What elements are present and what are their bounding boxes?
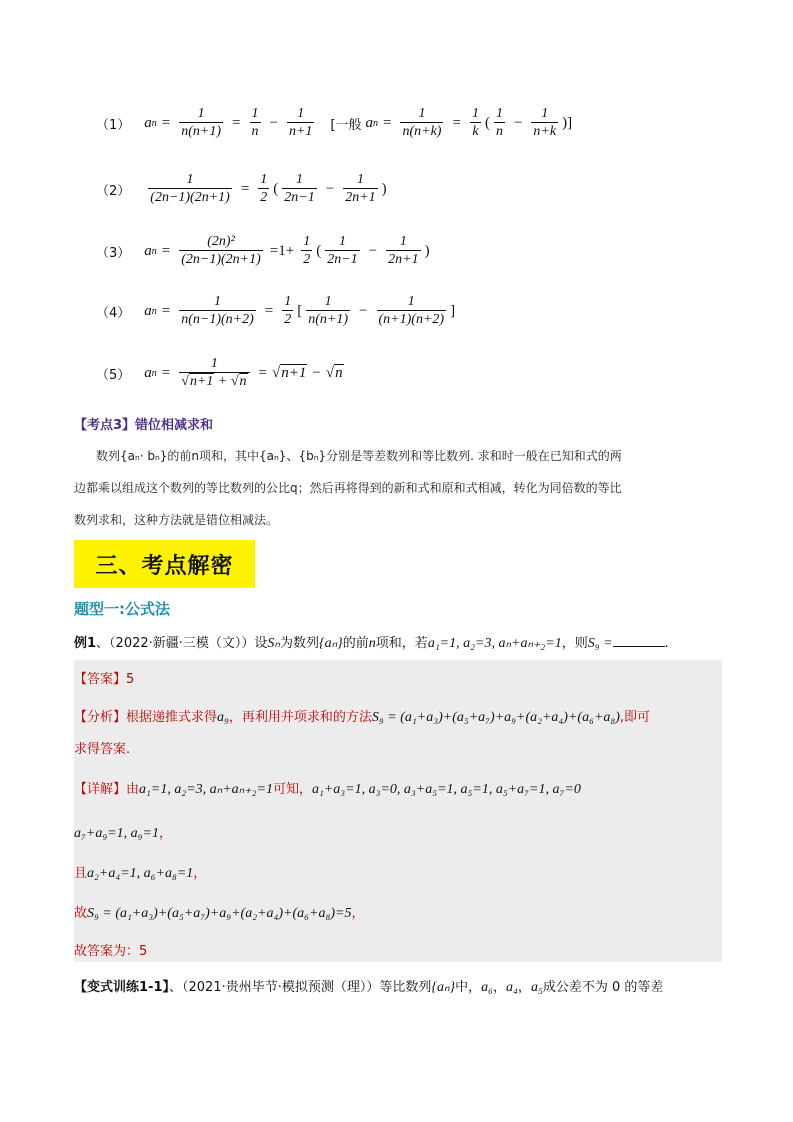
fraction: $\frac{\text{(2n)²}}{(2n-1)(2n+1)}$ bbox=[181, 234, 261, 267]
fraction: $\frac{1}{2}$ bbox=[284, 294, 292, 327]
formula-4 bbox=[96, 294, 455, 328]
fraction: $\frac{1}{n(n+1)}$ bbox=[181, 106, 222, 139]
detail-line-4: 故S₉ = (a₁+a₃)+(a₅+a₇)+a₉+(a₂+a₄)+(a₆+a₈)=5， bbox=[74, 906, 365, 921]
fraction: $\frac{1}{√n+1 + √n}$ bbox=[179, 356, 249, 390]
detail-line-3: 且a₂+a₄=1, a₆+a₈=1， bbox=[74, 866, 207, 881]
fraction: $\frac{1}{2n-1}$ bbox=[284, 172, 315, 205]
fraction: $\frac{1}{n}$ bbox=[495, 106, 503, 139]
fraction: $\frac{1}{n(n+k)}$ bbox=[402, 106, 442, 139]
detail-line-5: 故答案为：5 bbox=[74, 944, 148, 959]
formula-5 bbox=[96, 356, 344, 390]
answer-blank bbox=[613, 634, 665, 647]
fraction: $\frac{1}{n(n-1)(n+2)}$ bbox=[181, 294, 254, 327]
variant-training-1-1: 【变式训练1-1】、（2021·贵州毕节·模拟预测（理））等比数列{aₙ}中，a₆，a₄，a₅成公差不为 0 的等差 bbox=[74, 980, 664, 995]
fraction: $\frac{1}{k}$ bbox=[471, 106, 479, 139]
formula-1 bbox=[96, 106, 572, 140]
formula-body: a n = $\frac{\text{(2n)²}}{(2n-1)(2n+1)}$ =1+ $\frac{1}{2}$ ( $\frac{1}{2n-1}$ − $\frac{1}{2n+1}$ ) bbox=[144, 234, 430, 267]
fraction: $\frac{1}{n+1}$ bbox=[288, 106, 313, 139]
fraction: $\frac{1}{n+k}$ bbox=[533, 106, 557, 139]
answer-line: 【答案】5 bbox=[74, 672, 135, 687]
formula-number: （4） bbox=[96, 305, 131, 321]
formula-number: （5） bbox=[96, 367, 131, 383]
formula-number: （2） bbox=[96, 183, 131, 199]
fraction: $\frac{1}{2n+1}$ bbox=[388, 234, 419, 267]
fraction: $\frac{1}{2n+1}$ bbox=[345, 172, 376, 205]
kaodian-3-paragraph-line-1: 数列{aₙ· bₙ}的前n项和，其中{aₙ}、{bₙ}分别是等差数列和等比数列. 求和时一般在已知和式的两 bbox=[96, 449, 622, 463]
formula-number: （1） bbox=[96, 117, 131, 133]
analysis-line-1: 【分析】根据递推式求得a₉，再利用并项求和的方法S₉ = (a₁+a₃)+(a₅+a₇)+a₉+(a₂+a₄)+(a₆+a₈),即可 bbox=[74, 710, 651, 725]
fraction: $\frac{1}{(n+1)(n+2)}$ bbox=[378, 294, 445, 327]
example-1-question: 例1、（2022·新疆·三模（文））设Sₙ为数列{aₙ}的前n项和，若a₁=1, a₂=3, aₙ+aₙ₊₂=1，则S₉ = . bbox=[74, 636, 669, 651]
kaodian-3-heading: 【考点3】错位相减求和 bbox=[74, 418, 214, 433]
fraction: $\frac{1}{2}$ bbox=[260, 172, 268, 205]
formula-body: $\frac{1}{(2n-1)(2n+1)}$ = $\frac{1}{2}$ ( $\frac{1}{2n-1}$ − $\frac{1}{2n+1}$ ) bbox=[150, 172, 387, 205]
kaodian-3-paragraph-line-2: 边都乘以组成这个数列的等比数列的公比q；然后再将得到的新和式和原和式相减，转化为同倍数的等比 bbox=[74, 481, 622, 495]
formula-2 bbox=[96, 172, 387, 206]
section-banner: 三、考点解密 bbox=[74, 540, 255, 588]
detail-line-1: 【详解】由a₁=1, a₂=3, aₙ+aₙ₊₂=1可知，a₁+a₃=1, a₃=0, a₃+a₅=1, a₅=1, a₅+a₇=1, a₇=0 bbox=[74, 782, 581, 797]
kaodian-3-paragraph-line-3: 数列求和，这种方法就是错位相减法。 bbox=[74, 513, 279, 527]
question-type-heading: 题型一:公式法 bbox=[74, 600, 170, 618]
fraction: $\frac{1}{2n-1}$ bbox=[327, 234, 358, 267]
detail-line-2: a₇+a₉=1, a₉=1， bbox=[74, 826, 172, 841]
analysis-line-2: 求得答案. bbox=[74, 742, 131, 757]
formula-body: a n = $\frac{1}{n(n+1)}$ = $\frac{1}{n}$ − $\frac{1}{n+1}$ [一般 a n = $\frac{1}{n(n+k)}$ = $\frac{1}{k}$ ( $\frac{1}{n}$ − $\frac{1}{n+k}$ )] bbox=[144, 106, 573, 139]
formula-3 bbox=[96, 234, 430, 268]
formula-body: a n = $\frac{1}{n(n-1)(n+2)}$ = $\frac{1}{2}$ [ $\frac{1}{n(n+1)}$ − $\frac{1}{(n+1)(n+2)}$ ] bbox=[144, 294, 456, 327]
fraction: $\frac{1}{2}$ bbox=[303, 234, 311, 267]
formula-body: a n = $\frac{1}{√n+1 + √n}$ = √n+1 − √n bbox=[144, 356, 343, 389]
fraction: $\frac{1}{n}$ bbox=[251, 106, 259, 139]
fraction: $\frac{1}{(2n-1)(2n+1)}$ bbox=[150, 172, 230, 205]
fraction: $\frac{1}{n(n+1)}$ bbox=[308, 294, 349, 327]
formula-number: （3） bbox=[96, 245, 131, 261]
